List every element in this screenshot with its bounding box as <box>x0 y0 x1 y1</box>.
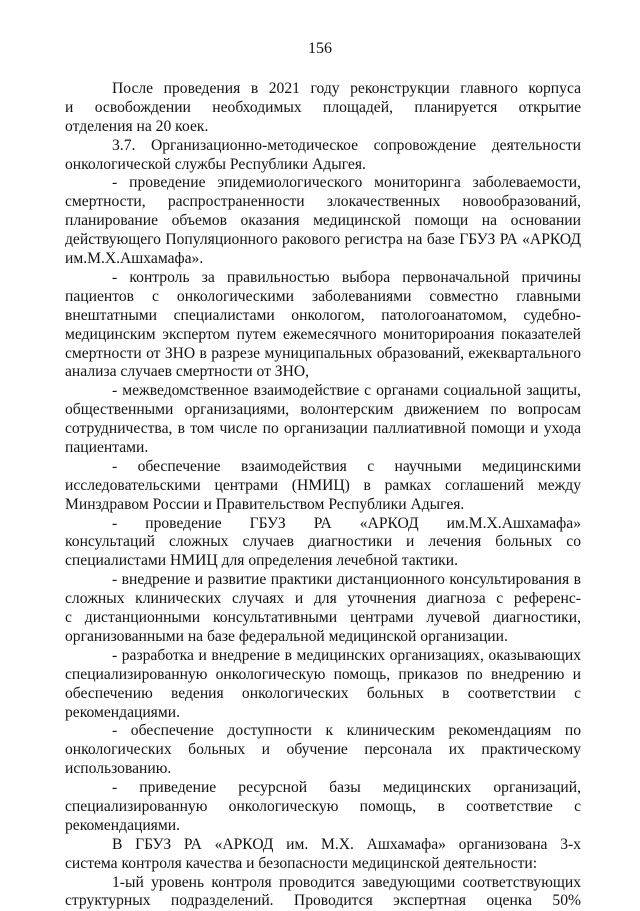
text-line: пациентов с онкологическими заболеваниями совместно главными <box>65 287 581 305</box>
text-line: - приведение ресурсной базы медицинских организаций, <box>112 779 581 797</box>
text-line: медицинским экспертом путем ежемесячного мониторироания показателей <box>65 325 581 343</box>
text-line: - разработка и внедрение в медицинских организациях, оказывающих <box>112 646 581 664</box>
text-line: сложных клинических случаях и для уточнения диагноза с референс- <box>65 590 581 608</box>
text-line: рекомендациями. <box>65 703 180 721</box>
text-line: консультаций сложных случаев диагностики и лечения больных со <box>65 533 581 551</box>
text-line: - обеспечение доступности к клиническим рекомендациям по <box>112 722 581 740</box>
text-line: обеспечению ведения онкологических больных в соответствии с <box>65 684 581 702</box>
text-line: отделения на 20 коек. <box>65 117 209 135</box>
text-line: - контроль за правильностью выбора первоначальной причины <box>112 268 581 286</box>
text-line: - проведение эпидемиологического мониторинга заболеваемости, <box>112 174 581 192</box>
page-number: 156 <box>308 40 332 57</box>
paragraph <box>65 515 581 572</box>
text-line: смертности от ЗНО в разрезе муниципальных образований, ежеквартального <box>65 344 581 362</box>
paragraph <box>65 137 581 175</box>
text-line: им.М.Х.Ашхамафа». <box>65 250 204 268</box>
text-line: внештатными специалистами онкологом, патологоанатомом, судебно- <box>65 306 581 324</box>
paragraph <box>65 874 581 911</box>
paragraph <box>65 836 581 874</box>
text-line: - обеспечение взаимодействия с научными медицинскими <box>112 457 581 475</box>
text-line: В ГБУЗ РА «АРКОД им. М.Х. Ашхамафа» организована 3-х <box>112 835 581 853</box>
text-line: Минздравом России и Правительством Республики Адыгея. <box>65 495 465 513</box>
text-line: смертности, распространенности злокачественных новообразований, <box>65 193 581 211</box>
paragraph <box>65 458 581 515</box>
text-line: структурных подразделений. Проводится экспертная оценка 50% <box>65 892 581 910</box>
document-body <box>65 80 581 911</box>
text-line: организованными на базе федеральной медицинской организации. <box>65 627 508 645</box>
text-line: исследовательскими центрами (НМИЦ) в рамках соглашений между <box>65 476 581 494</box>
paragraph <box>65 779 581 836</box>
text-line: и освобождении необходимых площадей, планируется открытие <box>65 98 581 116</box>
text-line: После проведения в 2021 году реконструкции главного корпуса <box>112 80 581 97</box>
text-line: использованию. <box>65 760 172 778</box>
paragraph <box>65 174 581 268</box>
text-line: - межведомственное взаимодействие с органами социальной защиты, <box>112 382 581 400</box>
paragraph <box>65 269 581 382</box>
text-line: общественными организациями, волонтерским движением по вопросам <box>65 401 581 419</box>
text-line: онкологических больных и обучение персонала их практическому <box>65 741 581 759</box>
text-line: планирование объемов оказания медицинской помощи на основании <box>65 212 581 230</box>
text-line: рекомендациями. <box>65 816 180 834</box>
text-line: 1-ый уровень контроля проводится заведующими соответствующих <box>112 873 581 891</box>
paragraph <box>65 382 581 458</box>
text-line: специализированную онкологическую помощь, в соответствие с <box>65 798 581 815</box>
paragraph <box>65 722 581 779</box>
paragraph <box>65 80 581 137</box>
text-line: онкологической службы Республики Адыгея. <box>65 155 366 173</box>
paragraph <box>65 647 581 723</box>
text-line: 3.7. Организационно-методическое сопровождение деятельности <box>112 136 581 154</box>
text-line: - внедрение и развитие практики дистанционного консультирования в <box>112 571 581 589</box>
text-line: действующего Популяционного ракового регистра на базе ГБУЗ РА «АРКОД <box>65 231 581 249</box>
text-line: специалистами НМИЦ для определения лечебной тактики. <box>65 552 459 570</box>
text-line: анализа случаев смертности от ЗНО, <box>65 363 310 381</box>
text-line: - проведение ГБУЗ РА «АРКОД им.М.Х.Ашхамафа» <box>112 514 581 532</box>
text-line: специализированную онкологическую помощь, приказов по внедрению и <box>65 665 581 683</box>
text-line: сотрудничества, в том числе по организации паллиативной помощи и ухода <box>65 420 581 438</box>
text-line: с дистанционными консультативными центрами лучевой диагностики, <box>65 609 581 627</box>
text-line: пациентами. <box>65 438 149 456</box>
paragraph <box>65 571 581 647</box>
text-line: система контроля качества и безопасности медицинской деятельности: <box>65 854 538 872</box>
